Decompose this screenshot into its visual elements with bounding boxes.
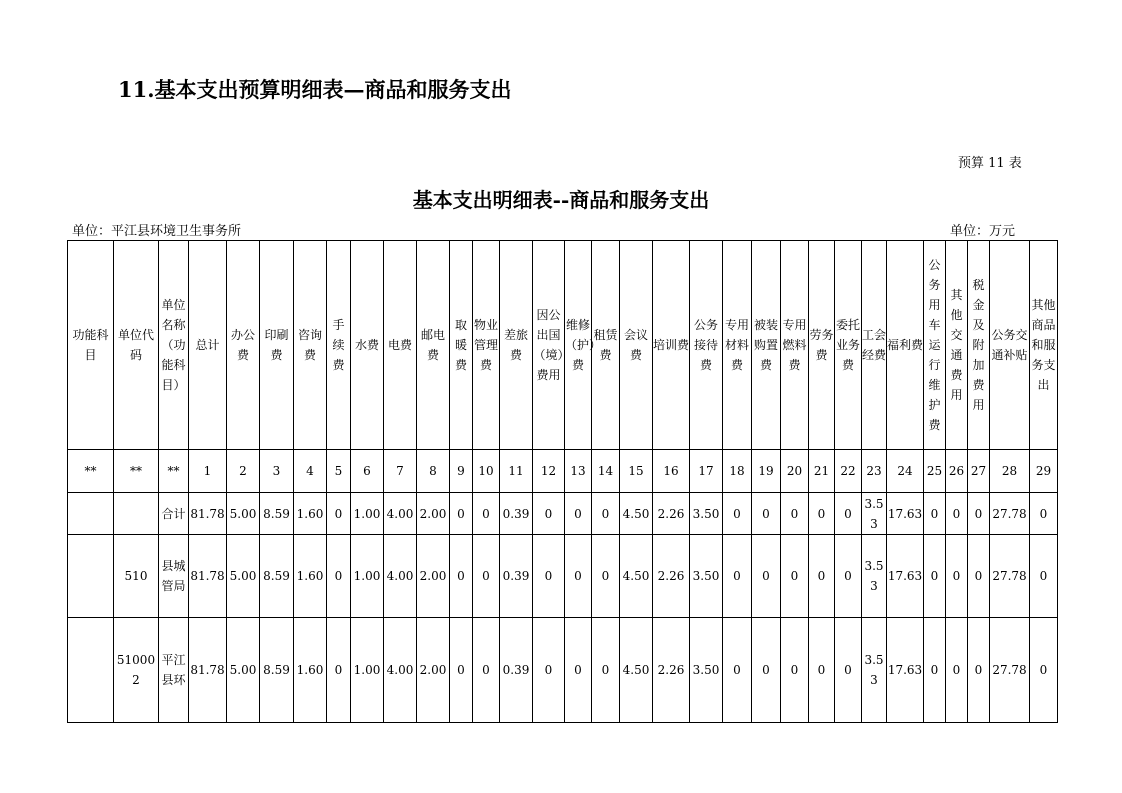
table-row-cell: 0 — [723, 493, 752, 535]
header-row-cell: 会议费 — [620, 241, 653, 450]
table-row-cell: 510002 — [114, 618, 159, 723]
table-row-cell: 0 — [924, 618, 946, 723]
header-row-cell: 因公出国（境）费用 — [533, 241, 565, 450]
table-row-cell: 3.50 — [690, 535, 723, 618]
table-row-cell: 81.78 — [189, 493, 227, 535]
unit-currency: 单位：万元 — [950, 224, 1016, 239]
index-row-cell: 27 — [968, 450, 990, 493]
table-row-cell: 0 — [327, 493, 351, 535]
table-row-cell: 4.50 — [620, 618, 653, 723]
header-row-cell: 差旅费 — [500, 241, 533, 450]
index-row-cell: 12 — [533, 450, 565, 493]
table-row-cell: 0 — [473, 618, 500, 723]
index-row-cell: 10 — [473, 450, 500, 493]
table-row-cell: 0 — [327, 618, 351, 723]
table-row-cell: 2.26 — [653, 535, 690, 618]
table-row-cell: 1.60 — [294, 493, 327, 535]
table-row-cell: 4.00 — [384, 618, 417, 723]
table-row-cell: 1.60 — [294, 535, 327, 618]
table-row-cell: 0 — [565, 618, 592, 723]
header-row-cell: 其他商品和服务支出 — [1030, 241, 1058, 450]
table-row-cell: 0 — [946, 618, 968, 723]
header-row-cell: 物业管理费 — [473, 241, 500, 450]
table-row-cell: 0 — [533, 535, 565, 618]
table-row-cell: 3.53 — [862, 618, 887, 723]
index-row-cell: 3 — [260, 450, 294, 493]
table-row-cell: 4.00 — [384, 493, 417, 535]
header-row-cell: 租赁费 — [592, 241, 620, 450]
table-row-cell: 0 — [565, 493, 592, 535]
unit-organization: 单位：平江县环境卫生事务所 — [72, 224, 242, 239]
index-row-cell: 24 — [887, 450, 924, 493]
table-row-cell: 1.00 — [351, 493, 384, 535]
header-row-cell: 被装购置费 — [752, 241, 781, 450]
header-row-cell: 福利费 — [887, 241, 924, 450]
table-row-cell — [68, 535, 114, 618]
table-row-cell: 2.00 — [417, 493, 450, 535]
table-row-cell: 8.59 — [260, 493, 294, 535]
table-row-cell: 8.59 — [260, 535, 294, 618]
index-row-cell: 2 — [227, 450, 260, 493]
header-row-cell: 单位代码 — [114, 241, 159, 450]
table-row-cell: 27.78 — [990, 618, 1030, 723]
index-row-cell: 7 — [384, 450, 417, 493]
index-row-cell: 5 — [327, 450, 351, 493]
index-row-cell: ** — [159, 450, 189, 493]
index-row — [68, 450, 1058, 493]
table-row-cell: 0 — [835, 535, 862, 618]
header-row-cell: 手续费 — [327, 241, 351, 450]
header-row-cell: 其他交通费用 — [946, 241, 968, 450]
header-row — [68, 241, 1058, 450]
index-row-cell: 23 — [862, 450, 887, 493]
table-row-cell: 0 — [473, 493, 500, 535]
table-row-cell: 0 — [533, 493, 565, 535]
index-row-cell: 22 — [835, 450, 862, 493]
table-row-cell: 3.53 — [862, 535, 887, 618]
index-row-cell: 19 — [752, 450, 781, 493]
header-row-cell: 办公费 — [227, 241, 260, 450]
index-row-cell: 29 — [1030, 450, 1058, 493]
table-row-cell: 0 — [968, 493, 990, 535]
table-row-cell: 0 — [473, 535, 500, 618]
table-row-cell: 0 — [924, 493, 946, 535]
header-row-cell: 咨询费 — [294, 241, 327, 450]
header-row-cell: 专用燃料费 — [781, 241, 809, 450]
table-row-cell: 0 — [752, 493, 781, 535]
index-row-cell: 25 — [924, 450, 946, 493]
table-row-cell: 27.78 — [990, 535, 1030, 618]
table-row-cell: 5.00 — [227, 493, 260, 535]
index-row-cell: 6 — [351, 450, 384, 493]
header-row-cell: 公务接待费 — [690, 241, 723, 450]
table-row-cell: 0.39 — [500, 535, 533, 618]
table-row-cell: 4.00 — [384, 535, 417, 618]
index-row-cell: 8 — [417, 450, 450, 493]
table-row-cell: 81.78 — [189, 535, 227, 618]
table-body — [68, 241, 1058, 723]
table-number: 预算 11 表 — [958, 156, 1022, 171]
table-row-cell: 0 — [592, 535, 620, 618]
table-row-cell: 0 — [781, 493, 809, 535]
table-row-cell: 0 — [723, 535, 752, 618]
table-row-cell: 合计 — [159, 493, 189, 535]
index-row-cell: 20 — [781, 450, 809, 493]
header-row-cell: 工会经费 — [862, 241, 887, 450]
table-row-cell: 0 — [450, 493, 473, 535]
header-row-cell: 单位名称（功能科目） — [159, 241, 189, 450]
table-row-cell: 0.39 — [500, 493, 533, 535]
table-row-cell: 3.50 — [690, 493, 723, 535]
table-row-cell: 0 — [924, 535, 946, 618]
table-row-cell: 27.78 — [990, 493, 1030, 535]
index-row-cell: 18 — [723, 450, 752, 493]
table-row-cell: 2.26 — [653, 493, 690, 535]
table-row — [68, 535, 1058, 618]
table-row-cell: 0 — [946, 493, 968, 535]
index-row-cell: 21 — [809, 450, 835, 493]
table-row-cell: 17.63 — [887, 535, 924, 618]
table-row-cell: 0 — [533, 618, 565, 723]
header-row-cell: 税金及附加费用 — [968, 241, 990, 450]
header-row-cell: 水费 — [351, 241, 384, 450]
table-title: 基本支出明细表--商品和服务支出 — [412, 188, 710, 212]
table-row — [68, 618, 1058, 723]
header-row-cell: 劳务费 — [809, 241, 835, 450]
table-row-cell — [114, 493, 159, 535]
index-row-cell: 11 — [500, 450, 533, 493]
header-row-cell: 公务交通补贴 — [990, 241, 1030, 450]
table-row-cell: 平江县环 — [159, 618, 189, 723]
expenditure-table — [67, 240, 1058, 723]
table-row-cell: 1.00 — [351, 618, 384, 723]
table-row-cell — [68, 493, 114, 535]
table-row-cell: 0 — [1030, 618, 1058, 723]
table-row-cell: 0 — [450, 535, 473, 618]
index-row-cell: 1 — [189, 450, 227, 493]
table-row-cell: 2.00 — [417, 535, 450, 618]
table-row-cell: 0 — [781, 618, 809, 723]
table-row-cell: 2.26 — [653, 618, 690, 723]
table-row-cell: 81.78 — [189, 618, 227, 723]
table-row-cell: 0 — [752, 618, 781, 723]
index-row-cell: 9 — [450, 450, 473, 493]
index-row-cell: 16 — [653, 450, 690, 493]
table-row-cell: 0 — [946, 535, 968, 618]
index-row-cell: 13 — [565, 450, 592, 493]
table-row-cell: 0 — [835, 618, 862, 723]
table-row-cell: 17.63 — [887, 493, 924, 535]
table-row-cell: 0.39 — [500, 618, 533, 723]
table-row-cell: 0 — [968, 535, 990, 618]
index-row-cell: ** — [114, 450, 159, 493]
index-row-cell: 14 — [592, 450, 620, 493]
table-row-cell: 17.63 — [887, 618, 924, 723]
index-row-cell: 26 — [946, 450, 968, 493]
header-row-cell: 总计 — [189, 241, 227, 450]
table-row-cell: 0 — [1030, 535, 1058, 618]
table-row-cell: 8.59 — [260, 618, 294, 723]
table-row-cell: 0 — [1030, 493, 1058, 535]
table-row-cell: 4.50 — [620, 535, 653, 618]
table-row-cell: 0 — [592, 618, 620, 723]
table-row-cell: 县城管局 — [159, 535, 189, 618]
index-row-cell: 28 — [990, 450, 1030, 493]
index-row-cell: 17 — [690, 450, 723, 493]
index-row-cell: 15 — [620, 450, 653, 493]
table-row-cell: 0 — [835, 493, 862, 535]
header-row-cell: 公务用车运行维护费 — [924, 241, 946, 450]
table-row-cell: 0 — [752, 535, 781, 618]
table-row-cell: 0 — [809, 618, 835, 723]
table-row-cell: 1.60 — [294, 618, 327, 723]
header-row-cell: 功能科目 — [68, 241, 114, 450]
table-row-cell: 2.00 — [417, 618, 450, 723]
table-row — [68, 493, 1058, 535]
header-row-cell: 培训费 — [653, 241, 690, 450]
header-row-cell: 邮电费 — [417, 241, 450, 450]
header-row-cell: 委托业务费 — [835, 241, 862, 450]
table-row-cell: 0 — [809, 493, 835, 535]
table-row-cell: 3.53 — [862, 493, 887, 535]
header-row-cell: 维修（护）费 — [565, 241, 592, 450]
table-row-cell: 4.50 — [620, 493, 653, 535]
table-row-cell: 0 — [968, 618, 990, 723]
table-row-cell: 0 — [723, 618, 752, 723]
table-row-cell: 0 — [450, 618, 473, 723]
header-row-cell: 专用材料费 — [723, 241, 752, 450]
section-title: 11.基本支出预算明细表—商品和服务支出 — [118, 77, 512, 102]
table-row-cell: 1.00 — [351, 535, 384, 618]
header-row-cell: 印刷费 — [260, 241, 294, 450]
table-row-cell: 0 — [565, 535, 592, 618]
header-row-cell: 电费 — [384, 241, 417, 450]
table-row-cell: 0 — [809, 535, 835, 618]
index-row-cell: 4 — [294, 450, 327, 493]
table-row-cell — [68, 618, 114, 723]
table-row-cell: 0 — [781, 535, 809, 618]
table-row-cell: 0 — [327, 535, 351, 618]
table-row-cell: 5.00 — [227, 618, 260, 723]
header-row-cell: 取暖费 — [450, 241, 473, 450]
table-row-cell: 5.00 — [227, 535, 260, 618]
table-row-cell: 3.50 — [690, 618, 723, 723]
table-row-cell: 510 — [114, 535, 159, 618]
index-row-cell: ** — [68, 450, 114, 493]
table-row-cell: 0 — [592, 493, 620, 535]
